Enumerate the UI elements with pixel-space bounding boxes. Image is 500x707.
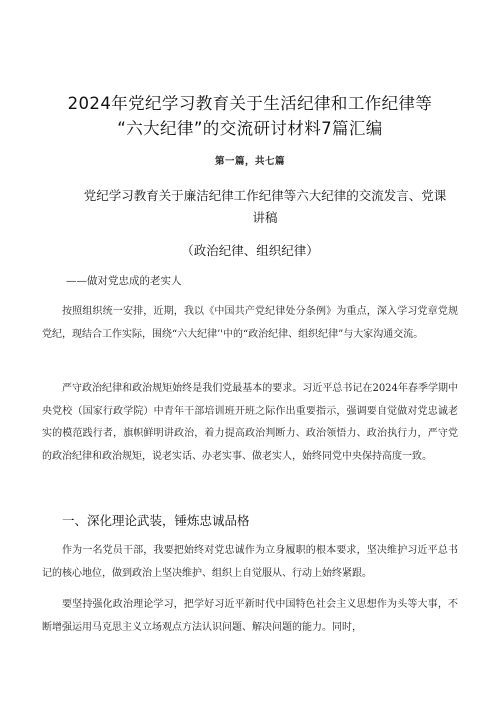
section-heading: 一、深化理论武装，锤炼忠诚品格 <box>62 513 250 528</box>
paragraph-3: 作为一名党员干部，我要把始终对党忠诚作为立身履职的根本要求，坚决维护习近平总书记的核心地位，做到政治上坚决维护、组织上自觉服从、行动上始终紧跟。 <box>42 545 458 579</box>
title-line-2: “六大纪律”的交流研讨材料7篇汇编 <box>117 119 383 138</box>
paragraph-1: 按照组织统一安排，近期，我以《中国共产党纪律处分条例》为重点，深入学习党章党规党纪，现结合工作实际，围绕“六大纪律’'中的“政治纪律、组织纪律”与大家沟通交流。 <box>42 306 458 340</box>
subtitle-line-1: 党纪学习教育关于廉洁纪律工作纪律等六大纪律的交流发言、党课 <box>83 188 447 203</box>
chapter-label: 第一篇，共七篇 <box>214 156 285 167</box>
subtitle-parenthetical: （政治纪律、组织纪律） <box>181 243 319 258</box>
byline: ——做对党忠成的老实人 <box>66 275 182 287</box>
paragraph-2: 严守政治纪律和政治规矩始终是我们党最基本的要求。习近平总书记在2024年春季学期中央党校（国家行政学院）中青年干部培训班开班之际作出重要指示，强调要自觉做对党忠诚老实的模范践行者，旗帜鲜明讲政治，着力提高政治判断力、政治领悟力、政治执行力，严守党的政治纪律和政治规矩，说老实话、办老实事、做老实人，始终同党中央保持高度一致。 <box>42 383 458 462</box>
subtitle-line-2: 讲稿 <box>252 210 278 225</box>
paragraph-4: 要坚持强化政治理论学习，把学好习近平新时代中国特色社会主义思想作为头等大事，不断增强运用马克思主义立场观点方法认识问题、解决问题的能力。同时， <box>42 599 458 633</box>
document-title <box>20 91 480 141</box>
subtitle <box>70 185 460 229</box>
title-line-1: 2024年党纪学习教育关于生活纪律和工作纪律等 <box>67 94 433 113</box>
